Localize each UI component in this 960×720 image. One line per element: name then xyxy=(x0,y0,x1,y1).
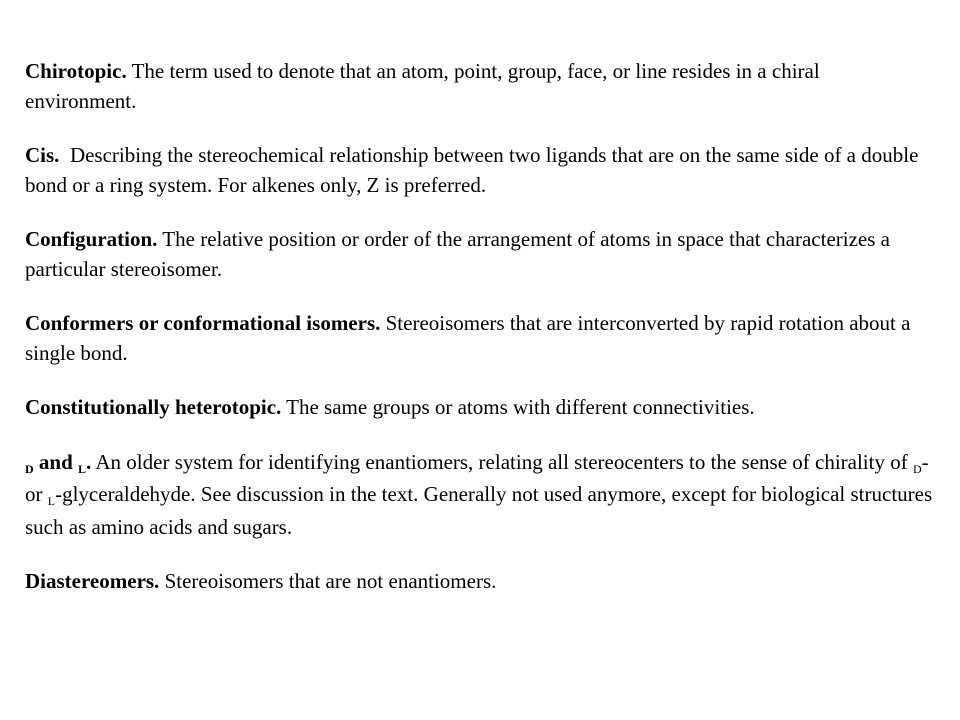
glossary-definition: Stereoisomers that are not enantiomers. xyxy=(159,569,497,593)
glossary-definition: -glyceraldehyde. See discussion in the text. Generally not used anymore, except for biological structures such as amino acids and sugars. xyxy=(25,482,933,539)
glossary-entry-configuration xyxy=(25,225,935,284)
glossary-term: Cis. xyxy=(25,143,60,167)
glossary-term: Constitutionally heterotopic. xyxy=(25,395,282,419)
glossary-term: Configuration. xyxy=(25,227,158,251)
glossary-term-l: L xyxy=(78,461,87,476)
glossary-term: Diastereomers. xyxy=(25,569,160,593)
glossary-entry-d-and-l xyxy=(25,448,935,543)
glossary-entry-diastereomers xyxy=(25,567,935,597)
glossary-definition: The relative position or order of the arrangement of atoms in space that characterizes a particular stereoisomer. xyxy=(25,227,890,281)
glossary-definition: Stereoisomers that are interconverted by rapid rotation about a single bond. xyxy=(25,311,911,365)
glossary-term: Conformers or conformational isomers. xyxy=(25,311,381,335)
glossary-page xyxy=(25,57,935,622)
glossary-term-d: D xyxy=(25,461,34,476)
glossary-entry-chirotopic xyxy=(25,57,935,116)
glossary-definition: The same groups or atoms with different connectivities. xyxy=(281,395,755,419)
glossary-term-and: and xyxy=(33,449,79,474)
glossary-entry-conformers xyxy=(25,309,935,368)
glossary-entry-cis xyxy=(25,141,935,200)
glossary-entry-constitutionally-heterotopic xyxy=(25,393,935,423)
glossary-inline-l: L xyxy=(47,494,56,508)
glossary-definition: - or xyxy=(25,449,929,506)
glossary-definition: An older system for identifying enantiomers, relating all stereocenters to the sense of chirality of xyxy=(91,449,913,474)
glossary-term: Chirotopic. xyxy=(25,59,127,83)
glossary-definition: Describing the stereochemical relationship between two ligands that are on the same side of a double bond or a ring system. For alkenes only, Z is preferred. xyxy=(25,143,924,197)
glossary-definition: The term used to denote that an atom, point, group, face, or line resides in a chiral environment. xyxy=(25,59,820,113)
glossary-inline-d: D xyxy=(912,461,922,476)
glossary-term-period: . xyxy=(86,449,92,474)
